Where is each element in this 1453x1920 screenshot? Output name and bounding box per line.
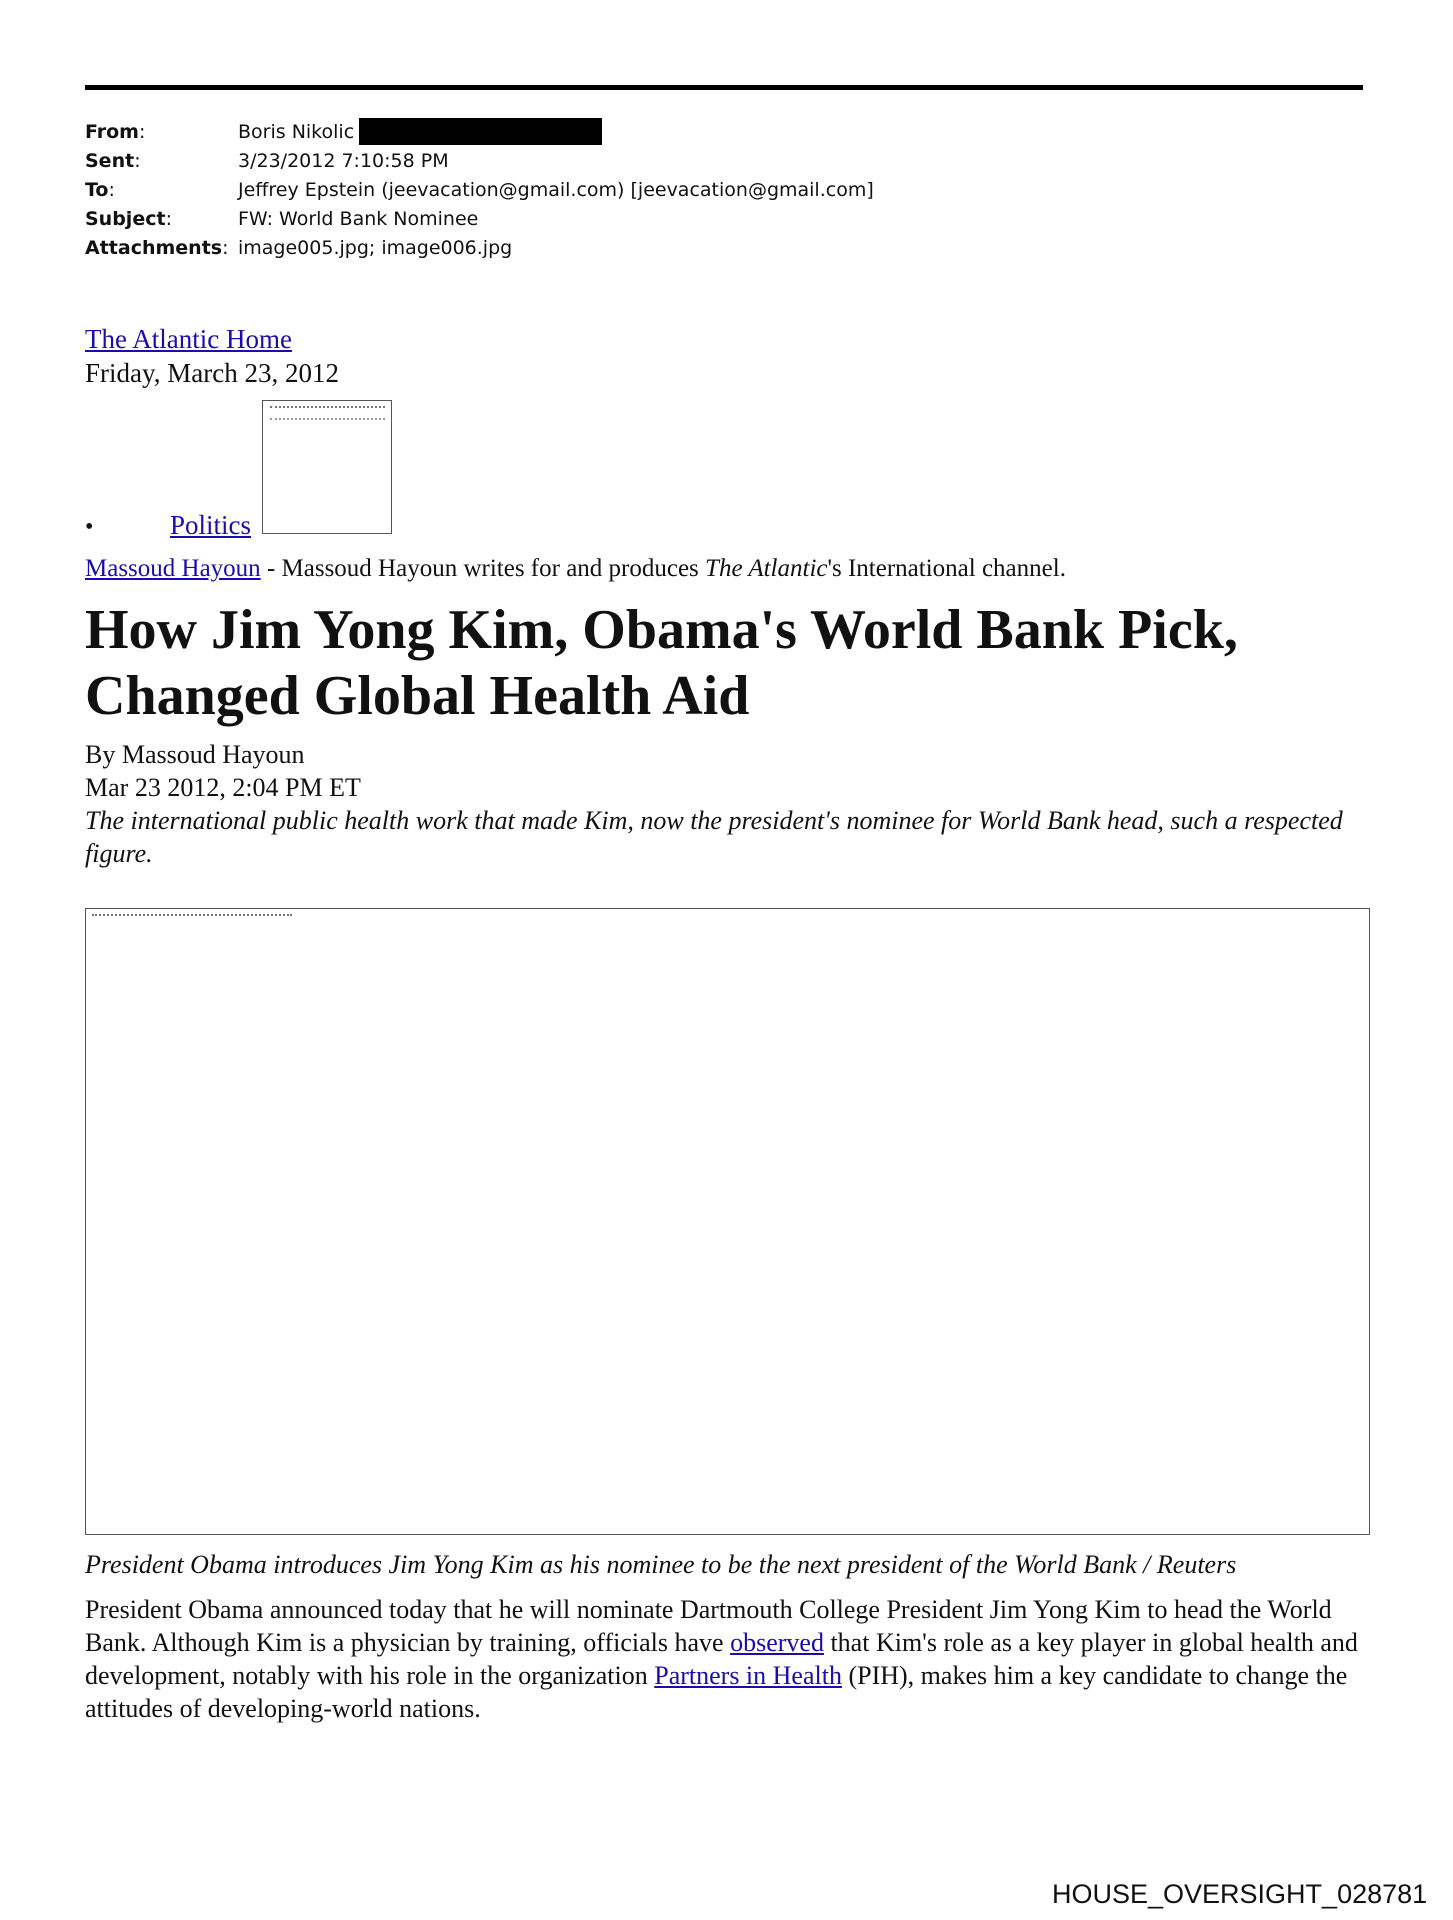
- to-value: Jeffrey Epstein (jeevacation@gmail.com) [jeevacation@gmail.com]: [238, 179, 874, 201]
- email-header: [85, 118, 874, 263]
- to-row: To: Jeffrey Epstein (jeevacation@gmail.com) [jeevacation@gmail.com]: [85, 176, 874, 205]
- article-image-placeholder: [85, 908, 1370, 1535]
- from-value: Boris Nikolic: [238, 118, 602, 147]
- subject-row: Subject: FW: World Bank Nominee: [85, 205, 874, 234]
- subject-label: Subject: [85, 208, 166, 230]
- subject-value: FW: World Bank Nominee: [238, 208, 479, 230]
- author-bio: Massoud Hayoun - Massoud Hayoun writes for and produces The Atlantic's International channel.: [85, 555, 1066, 582]
- author-link[interactable]: Massoud Hayoun: [85, 555, 261, 582]
- broken-image-placeholder: [262, 400, 392, 534]
- site-home-link[interactable]: The Atlantic Home: [85, 324, 292, 354]
- observed-link[interactable]: observed: [730, 1628, 824, 1657]
- top-rule: [85, 85, 1363, 90]
- publication-date: Friday, March 23, 2012: [85, 358, 339, 388]
- section-link-politics[interactable]: Politics: [170, 510, 252, 540]
- article-dek: The international public health work that made Kim, now the president's nominee for World Bank head, such a respected figure.: [85, 806, 1343, 868]
- attachments-value: image005.jpg; image006.jpg: [238, 237, 513, 259]
- document-id: HOUSE_OVERSIGHT_028781: [1052, 1879, 1428, 1909]
- article-headline: How Jim Yong Kim, Obama's World Bank Pick, Changed Global Health Aid: [85, 599, 1238, 727]
- image-caption: President Obama introduces Jim Yong Kim as his nominee to be the next president of the World Bank / Reuters: [85, 1550, 1237, 1579]
- bullet-icon: •: [85, 514, 94, 540]
- image-error-text: [270, 406, 385, 420]
- from-label: From: [85, 121, 139, 143]
- attachments-label: Attachments: [85, 237, 223, 259]
- sent-value: 3/23/2012 7:10:58 PM: [238, 150, 449, 172]
- article-body-paragraph: President Obama announced today that he will nominate Dartmouth College President Jim Yong Kim to head the World Bank. Although Kim is a physician by training, officials have observed that Kim's role as a key player in global health and development, notably with his role in the organization Partners in Health (PIH), makes him a key candidate to change the attitudes of developing-world nations.: [85, 1595, 1358, 1723]
- from-row: From: Boris Nikolic: [85, 118, 874, 147]
- byline: By Massoud Hayoun: [85, 740, 305, 769]
- to-label: To: [85, 179, 109, 201]
- article-timestamp: Mar 23 2012, 2:04 PM ET: [85, 773, 361, 802]
- image-error-text: [92, 914, 292, 919]
- sent-label: Sent: [85, 150, 135, 172]
- redaction-box: [359, 118, 602, 145]
- sent-row: Sent: 3/23/2012 7:10:58 PM: [85, 147, 874, 176]
- attachments-row: Attachments: image005.jpg; image006.jpg: [85, 234, 874, 263]
- partners-in-health-link[interactable]: Partners in Health: [654, 1661, 842, 1690]
